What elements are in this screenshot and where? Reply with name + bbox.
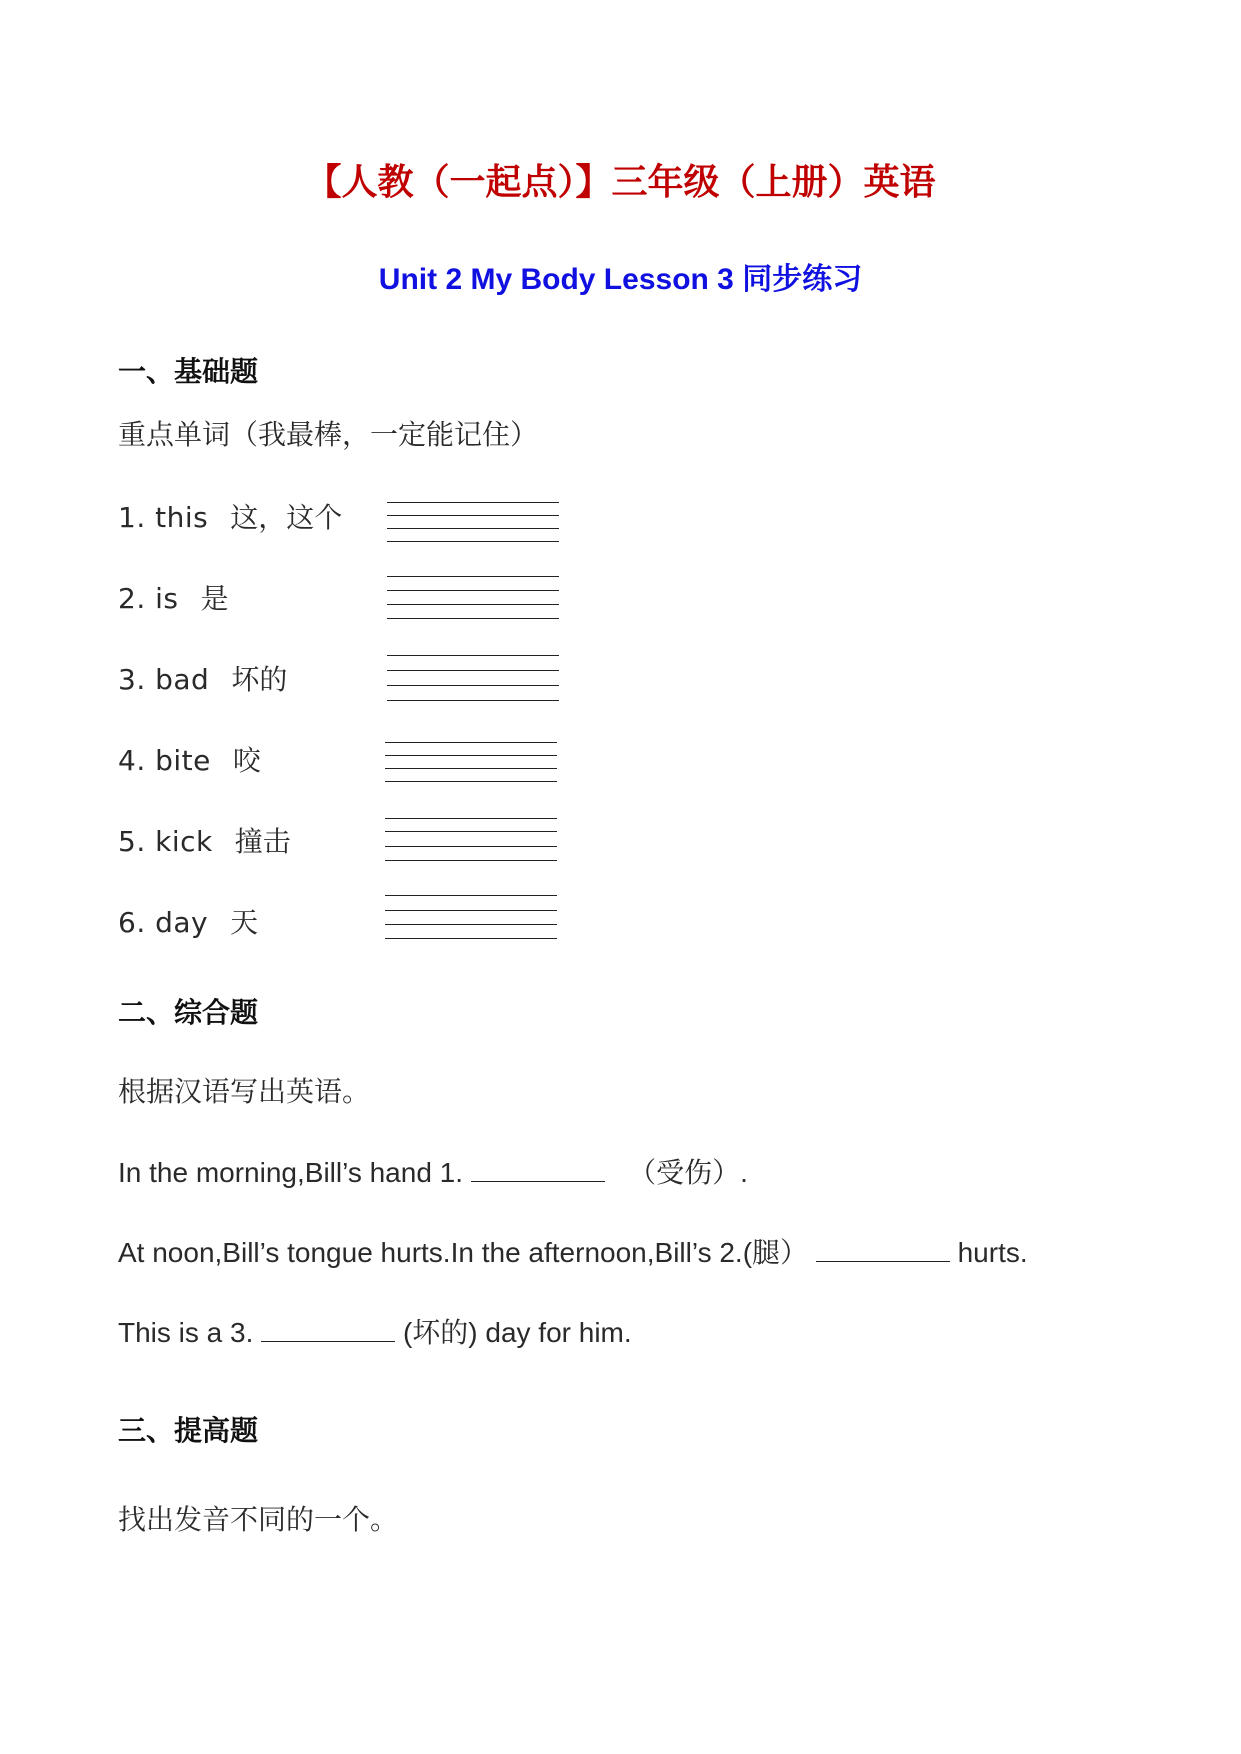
exercise-sentence bbox=[118, 1316, 632, 1350]
sentence-text: At noon,Bill’s tongue hurts.In the afternoon,Bill’s 2.(腿） bbox=[118, 1237, 809, 1268]
vocab-item bbox=[118, 906, 258, 940]
vocab-meaning: 撞击 bbox=[234, 825, 291, 858]
section-instruction-translate: 根据汉语写出英语。 bbox=[118, 1075, 371, 1108]
section-heading-advanced: 三、提高题 bbox=[118, 1414, 259, 1447]
section-instruction-pronunciation: 找出发音不同的一个。 bbox=[118, 1503, 399, 1536]
vocab-item bbox=[118, 582, 229, 616]
exercise-sentence bbox=[118, 1156, 748, 1190]
section-instruction-vocab: 重点单词（我最棒，一定能记住） bbox=[118, 418, 539, 451]
answer-blank[interactable] bbox=[261, 1317, 395, 1342]
answer-blank[interactable] bbox=[471, 1157, 605, 1182]
vocab-meaning: 咬 bbox=[232, 744, 261, 777]
handwriting-lines[interactable] bbox=[385, 742, 557, 786]
sentence-text: （受伤）. bbox=[628, 1157, 748, 1188]
handwriting-lines[interactable] bbox=[387, 655, 559, 699]
vocab-word: 6. day bbox=[118, 906, 209, 939]
vocab-word: 3. bad bbox=[118, 663, 210, 696]
vocab-meaning: 这，这个 bbox=[230, 501, 343, 534]
vocab-item bbox=[118, 501, 342, 535]
vocab-item bbox=[118, 663, 287, 697]
vocab-word: 2. is bbox=[118, 582, 179, 615]
handwriting-lines[interactable] bbox=[387, 502, 559, 546]
handwriting-lines[interactable] bbox=[387, 576, 559, 620]
vocab-meaning: 坏的 bbox=[231, 663, 288, 696]
sentence-text: In the morning,Bill’s hand 1. bbox=[118, 1157, 464, 1188]
vocab-item bbox=[118, 825, 291, 859]
section-heading-basic: 一、基础题 bbox=[118, 355, 259, 388]
page-subtitle: Unit 2 My Body Lesson 3 同步练习 bbox=[378, 263, 863, 296]
page-title: 【人教（一起点）】三年级（上册）英语 bbox=[305, 161, 936, 203]
sentence-text: hurts. bbox=[957, 1237, 1028, 1268]
vocab-meaning: 是 bbox=[200, 582, 229, 615]
sentence-text: (坏的) day for him. bbox=[402, 1317, 632, 1348]
vocab-word: 5. kick bbox=[118, 825, 213, 858]
answer-blank[interactable] bbox=[816, 1237, 950, 1262]
handwriting-lines[interactable] bbox=[385, 895, 557, 939]
vocab-word: 1. this bbox=[118, 501, 209, 534]
exercise-sentence bbox=[118, 1236, 1028, 1270]
vocab-word: 4. bite bbox=[118, 744, 211, 777]
sentence-text: This is a 3. bbox=[118, 1317, 254, 1348]
vocab-meaning: 天 bbox=[230, 906, 259, 939]
handwriting-lines[interactable] bbox=[385, 818, 557, 862]
vocab-item bbox=[118, 744, 261, 778]
section-heading-comprehensive: 二、综合题 bbox=[118, 996, 259, 1029]
